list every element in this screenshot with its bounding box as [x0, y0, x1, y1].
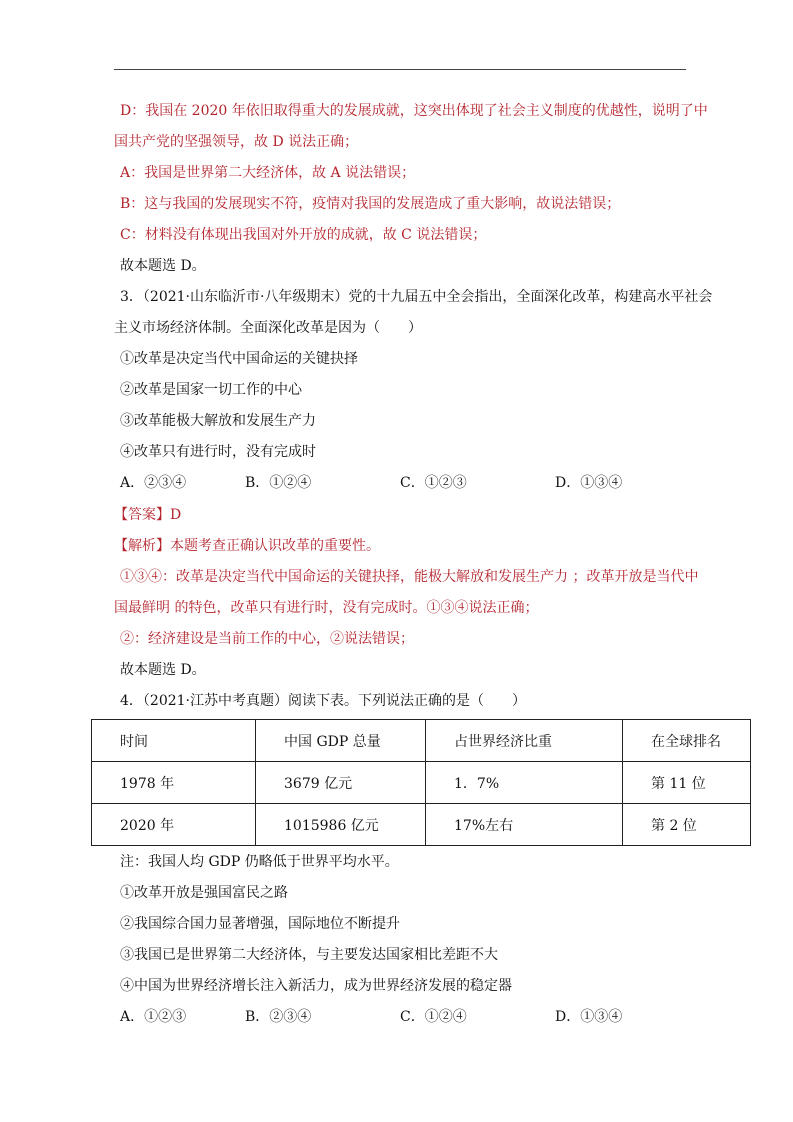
q2-analysis-d-line1: D：我国在 2020 年依旧取得重大的发展成就，这突出体现了社会主义制度的优越性，说明了中: [120, 103, 708, 119]
q3-analysis-line1: ①③④：改革是决定当代中国命运的关键抉择，能极大解放和发展生产力 ；改革开放是当代中: [120, 569, 699, 585]
q4-item: ①改革开放是强国富民之路: [120, 885, 288, 901]
table-header-row: [92, 720, 751, 762]
q4-option-c[interactable]: C．①②④: [400, 1009, 467, 1025]
q3-options: [120, 474, 622, 492]
q3-conclusion: 故本题选 D。: [120, 662, 206, 678]
table-cell: 3679 亿元: [256, 762, 426, 804]
table-header-cell: 在全球排名: [623, 720, 751, 762]
q3-stem-line2: 主义市场经济体制。全面深化改革是因为（ ）: [114, 320, 422, 336]
q3-option-c[interactable]: C．①②③: [400, 475, 467, 491]
q4-item: ④中国为世界经济增长注入新活力，成为世界经济发展的稳定器: [120, 978, 512, 994]
q4-option-d[interactable]: D．①③④: [555, 1009, 623, 1025]
q3-option-a[interactable]: A．②③④: [120, 475, 187, 491]
q3-answer: 【答案】D: [114, 507, 182, 523]
table-cell: 第 2 位: [623, 804, 751, 846]
q2-analysis-d-line2: 国共产党的坚强领导，故 D 说法正确；: [114, 134, 359, 150]
q3-option-d[interactable]: D．①③④: [555, 475, 623, 491]
table-cell: 1．7%: [426, 762, 623, 804]
q4-item: ②我国综合国力显著增强，国际地位不断提升: [120, 916, 400, 932]
q3-analysis-intro: 【解析】本题考查正确认识改革的重要性。: [114, 538, 380, 554]
q4-note: 注：我国人均 GDP 仍略低于世界平均水平。: [120, 854, 399, 870]
table-header-cell: 中国 GDP 总量: [256, 720, 426, 762]
table-cell: 1015986 亿元: [256, 804, 426, 846]
table-cell: 第 11 位: [623, 762, 751, 804]
table-header-cell: 时间: [92, 720, 256, 762]
q3-stem-line1: 3．（2021·山东临沂市·八年级期末）党的十九届五中全会指出，全面深化改革，构建高水平社会: [120, 289, 713, 305]
q4-option-a[interactable]: A．①②③: [120, 1009, 187, 1025]
table-header-cell: 占世界经济比重: [426, 720, 623, 762]
q2-analysis-b: B：这与我国的发展现实不符，疫情对我国的发展造成了重大影响，故说法错误；: [120, 196, 621, 212]
q2-conclusion: 故本题选 D。: [120, 258, 206, 274]
q4-options: [120, 1008, 622, 1026]
q4-item: ③我国已是世界第二大经济体，与主要发达国家相比差距不大: [120, 947, 498, 963]
q3-analysis-line3: ②：经济建设是当前工作的中心，②说法错误；: [120, 631, 414, 647]
q3-analysis-line2: 国最鲜明 的特色，改革只有进行时，没有完成时。①③④说法正确；: [114, 600, 539, 616]
q3-option-b[interactable]: B．①②④: [245, 475, 312, 491]
table-row: [92, 804, 751, 846]
q4-stem: 4．（2021·江苏中考真题）阅读下表。下列说法正确的是（ ）: [120, 693, 526, 709]
q3-item: ④改革只有进行时，没有完成时: [120, 444, 316, 460]
q3-item: ①改革是决定当代中国命运的关键抉择: [120, 351, 358, 367]
gdp-table: [91, 719, 751, 846]
q3-item: ②改革是国家一切工作的中心: [120, 382, 302, 398]
q3-item: ③改革能极大解放和发展生产力: [120, 413, 316, 429]
q4-option-b[interactable]: B．②③④: [245, 1009, 312, 1025]
table-cell: 17%左右: [426, 804, 623, 846]
table-cell: 2020 年: [92, 804, 256, 846]
table-row: [92, 762, 751, 804]
table-cell: 1978 年: [92, 762, 256, 804]
q2-analysis-c: C：材料没有体现出我国对外开放的成就，故 C 说法错误；: [120, 227, 487, 243]
q2-analysis-a: A：我国是世界第二大经济体，故 A 说法错误；: [120, 165, 416, 181]
header-rule: [114, 69, 686, 70]
